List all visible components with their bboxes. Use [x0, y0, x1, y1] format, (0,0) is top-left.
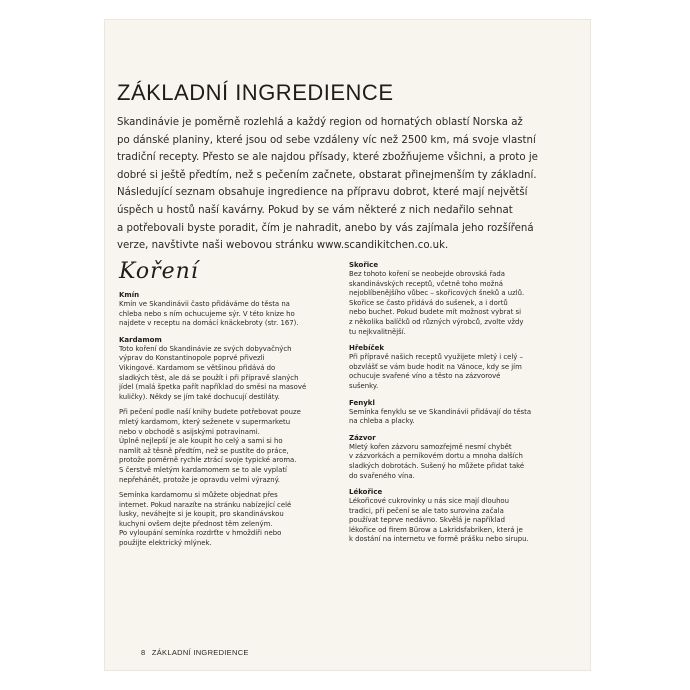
text-line: nebo buchet. Pokud budete mít možnost vybrat si — [349, 308, 522, 317]
running-head: ZÁKLADNÍ INGREDIENCE — [151, 648, 249, 657]
text-line: sušenky. — [349, 381, 379, 390]
ingredient-description — [349, 353, 559, 391]
intro-line: Skandinávie je poměrně rozlehlá a každý region od hornatých oblastí Norska až — [117, 117, 523, 128]
intro-line: verze, navštivte naši webovou stránku www.scandikitchen.co.uk. — [117, 240, 449, 252]
ingredient-term: Fenykl — [349, 398, 375, 407]
ingredient-description — [119, 491, 324, 549]
ingredient-description — [349, 408, 559, 427]
text-line: Lékořicové cukrovinky u nás sice mají dlouhou — [349, 497, 510, 506]
text-line: použijte elektrický mlýnek. — [119, 539, 212, 548]
page-footer — [141, 648, 249, 657]
text-line: v zázvorkách a perníkovém dortu a mnoha dalších — [349, 452, 523, 461]
ingredient-description — [349, 270, 559, 337]
text-line: chleba nebo s ním ochucujeme sýr. V této knize ho — [119, 309, 295, 318]
text-line: tu nejkvalitnější. — [349, 327, 406, 336]
text-line: na chleba a placky. — [349, 417, 415, 426]
intro-paragraph — [117, 114, 552, 255]
intro-line: tradiční recepty. Přesto se ale najdou přísady, které zbožňujeme všichni, a proto je — [117, 152, 538, 164]
text-line: ochucuje svařené víno a těsto na zázvorové — [349, 372, 501, 381]
book-page — [105, 20, 590, 670]
text-line: používat teprve nedávno. Skvělá je například — [349, 516, 506, 525]
text-line: mletý kardamom, který seženete v supermarketu — [119, 417, 291, 426]
ingredient-description — [119, 300, 324, 329]
text-line: lusky, neváhejte si je koupit, pro skandinávskou — [119, 510, 284, 519]
ingredient-term: Skořice — [349, 261, 379, 269]
text-line: tradici, při pečení se ale tato surovina začala — [349, 506, 504, 515]
text-line: kuličky). Někdy se jím také dochucují destiláty. — [119, 392, 280, 401]
text-line: Vikingové. Kardamom se většinou přidává do — [119, 363, 276, 372]
text-line: kuchyni ovšem dejte přednost těm zeleným. — [119, 519, 273, 528]
text-line: Mletý kořen zázvoru samozřejmě nesmí chybět — [349, 442, 512, 451]
text-line: obzvlášť se vám bude hodit na Vánoce, kdy se jím — [349, 362, 522, 371]
text-line: S čerstvě mletým kardamomem se to ale vyplatí — [119, 465, 287, 474]
intro-line: úspěch u hostů naší kavárny. Pokud by se vám některé z nich nedařilo sehnat — [117, 204, 513, 216]
page-number: 8 — [141, 648, 146, 657]
text-line: Semínka kardamomu si můžete objednat přes — [119, 491, 278, 500]
text-line: z několika balíčků od různých výrobců, zvolte vždy — [349, 317, 524, 326]
text-line: jídel (malá špetka pařít například do směsi na masové — [119, 383, 307, 392]
right-column — [349, 258, 559, 551]
ingredient-description — [119, 408, 324, 485]
text-line: protože poměrně rychle ztrácí svoje typické aroma. — [119, 456, 297, 465]
text-line: výprav do Konstantinopole poprvé přivezli — [119, 354, 265, 363]
text-line: Při přípravě našich receptů využijete mletý i celý – — [349, 353, 523, 362]
intro-line: Následující seznam obsahuje ingredience na přípravu dobrot, které mají největší — [117, 187, 528, 199]
text-line: Kmín ve Skandinávii často přidáváme do těsta na — [119, 300, 290, 308]
intro-line: po dánské planiny, které jsou od sebe vzdáleny víc než 2500 km, má svoje vlastní — [117, 134, 536, 146]
text-line: sladkých těst, ale dá se použít i při přípravě slaných — [119, 373, 299, 382]
text-line: sladkých dobrotách. Sušený ho můžete přidat také — [349, 461, 525, 470]
text-line: najdete v receptu na domácí knäckebroty (str. 167). — [119, 319, 299, 328]
left-entries — [119, 290, 324, 549]
ingredient-description — [349, 497, 559, 545]
text-line: lékořice od firem Bürow a Lakridsfabriken, která je — [349, 525, 523, 534]
intro-line: a potřebovali byste poradit, čím je nahradit, anebo by vás zajímala jeho rozšířená — [117, 222, 534, 234]
text-line: nejoblíbenějšího vůbec – skořicových šneků a uzlů. — [349, 289, 525, 298]
text-line: skandinávských receptů, včetně toho možná — [349, 279, 503, 288]
text-line: nepřehánět, protože je opravdu velmi výrazný. — [119, 475, 280, 484]
ingredient-term: Hřebíček — [349, 344, 385, 353]
ingredient-term: Lékořice — [349, 488, 383, 497]
ingredient-term: Zázvor — [349, 433, 376, 442]
text-line: Při pečení podle naší knihy budete potřebovat pouze — [119, 408, 301, 417]
section-heading: Koření — [119, 259, 199, 284]
left-column — [119, 258, 324, 555]
ingredient-term: Kardamom — [119, 335, 162, 344]
page-title: ZÁKLADNÍ INGREDIENCE — [117, 79, 394, 105]
text-line: Semínka fenyklu se ve Skandinávii přidávají do těsta — [349, 407, 532, 416]
right-entries — [349, 260, 559, 545]
intro-line: dobré si ještě předtím, než s pečením začnete, obstarat přinejmenším ty základní. — [117, 169, 537, 181]
text-line: Úplně nejlepší je ale koupit ho celý a sami si ho — [119, 437, 283, 446]
ingredient-description — [349, 443, 559, 481]
text-line: internet. Pokud narazíte na stránku nabízející celé — [119, 500, 292, 509]
text-line: Po vyloupání semínka rozdrťte v hmoždíři nebo — [119, 529, 282, 538]
text-line: Toto koření do Skandinávie ze svých dobyvačných — [119, 344, 292, 353]
ingredient-term: Kmín — [119, 291, 140, 299]
text-line: nebo v obchodě s asijskými potravinami. — [119, 427, 260, 436]
text-line: k dostání na internetu ve formě prášku nebo sirupu. — [349, 535, 529, 544]
ingredient-description — [119, 345, 324, 403]
text-line: Skořice se často přidává do sušenek, a i dortů — [349, 298, 508, 307]
text-line: do svařeného vína. — [349, 471, 415, 480]
text-line: Bez tohoto koření se neobejde obrovská řada — [349, 270, 505, 278]
text-line: namlít až těsně předtím, než se pustíte do práce, — [119, 446, 289, 455]
